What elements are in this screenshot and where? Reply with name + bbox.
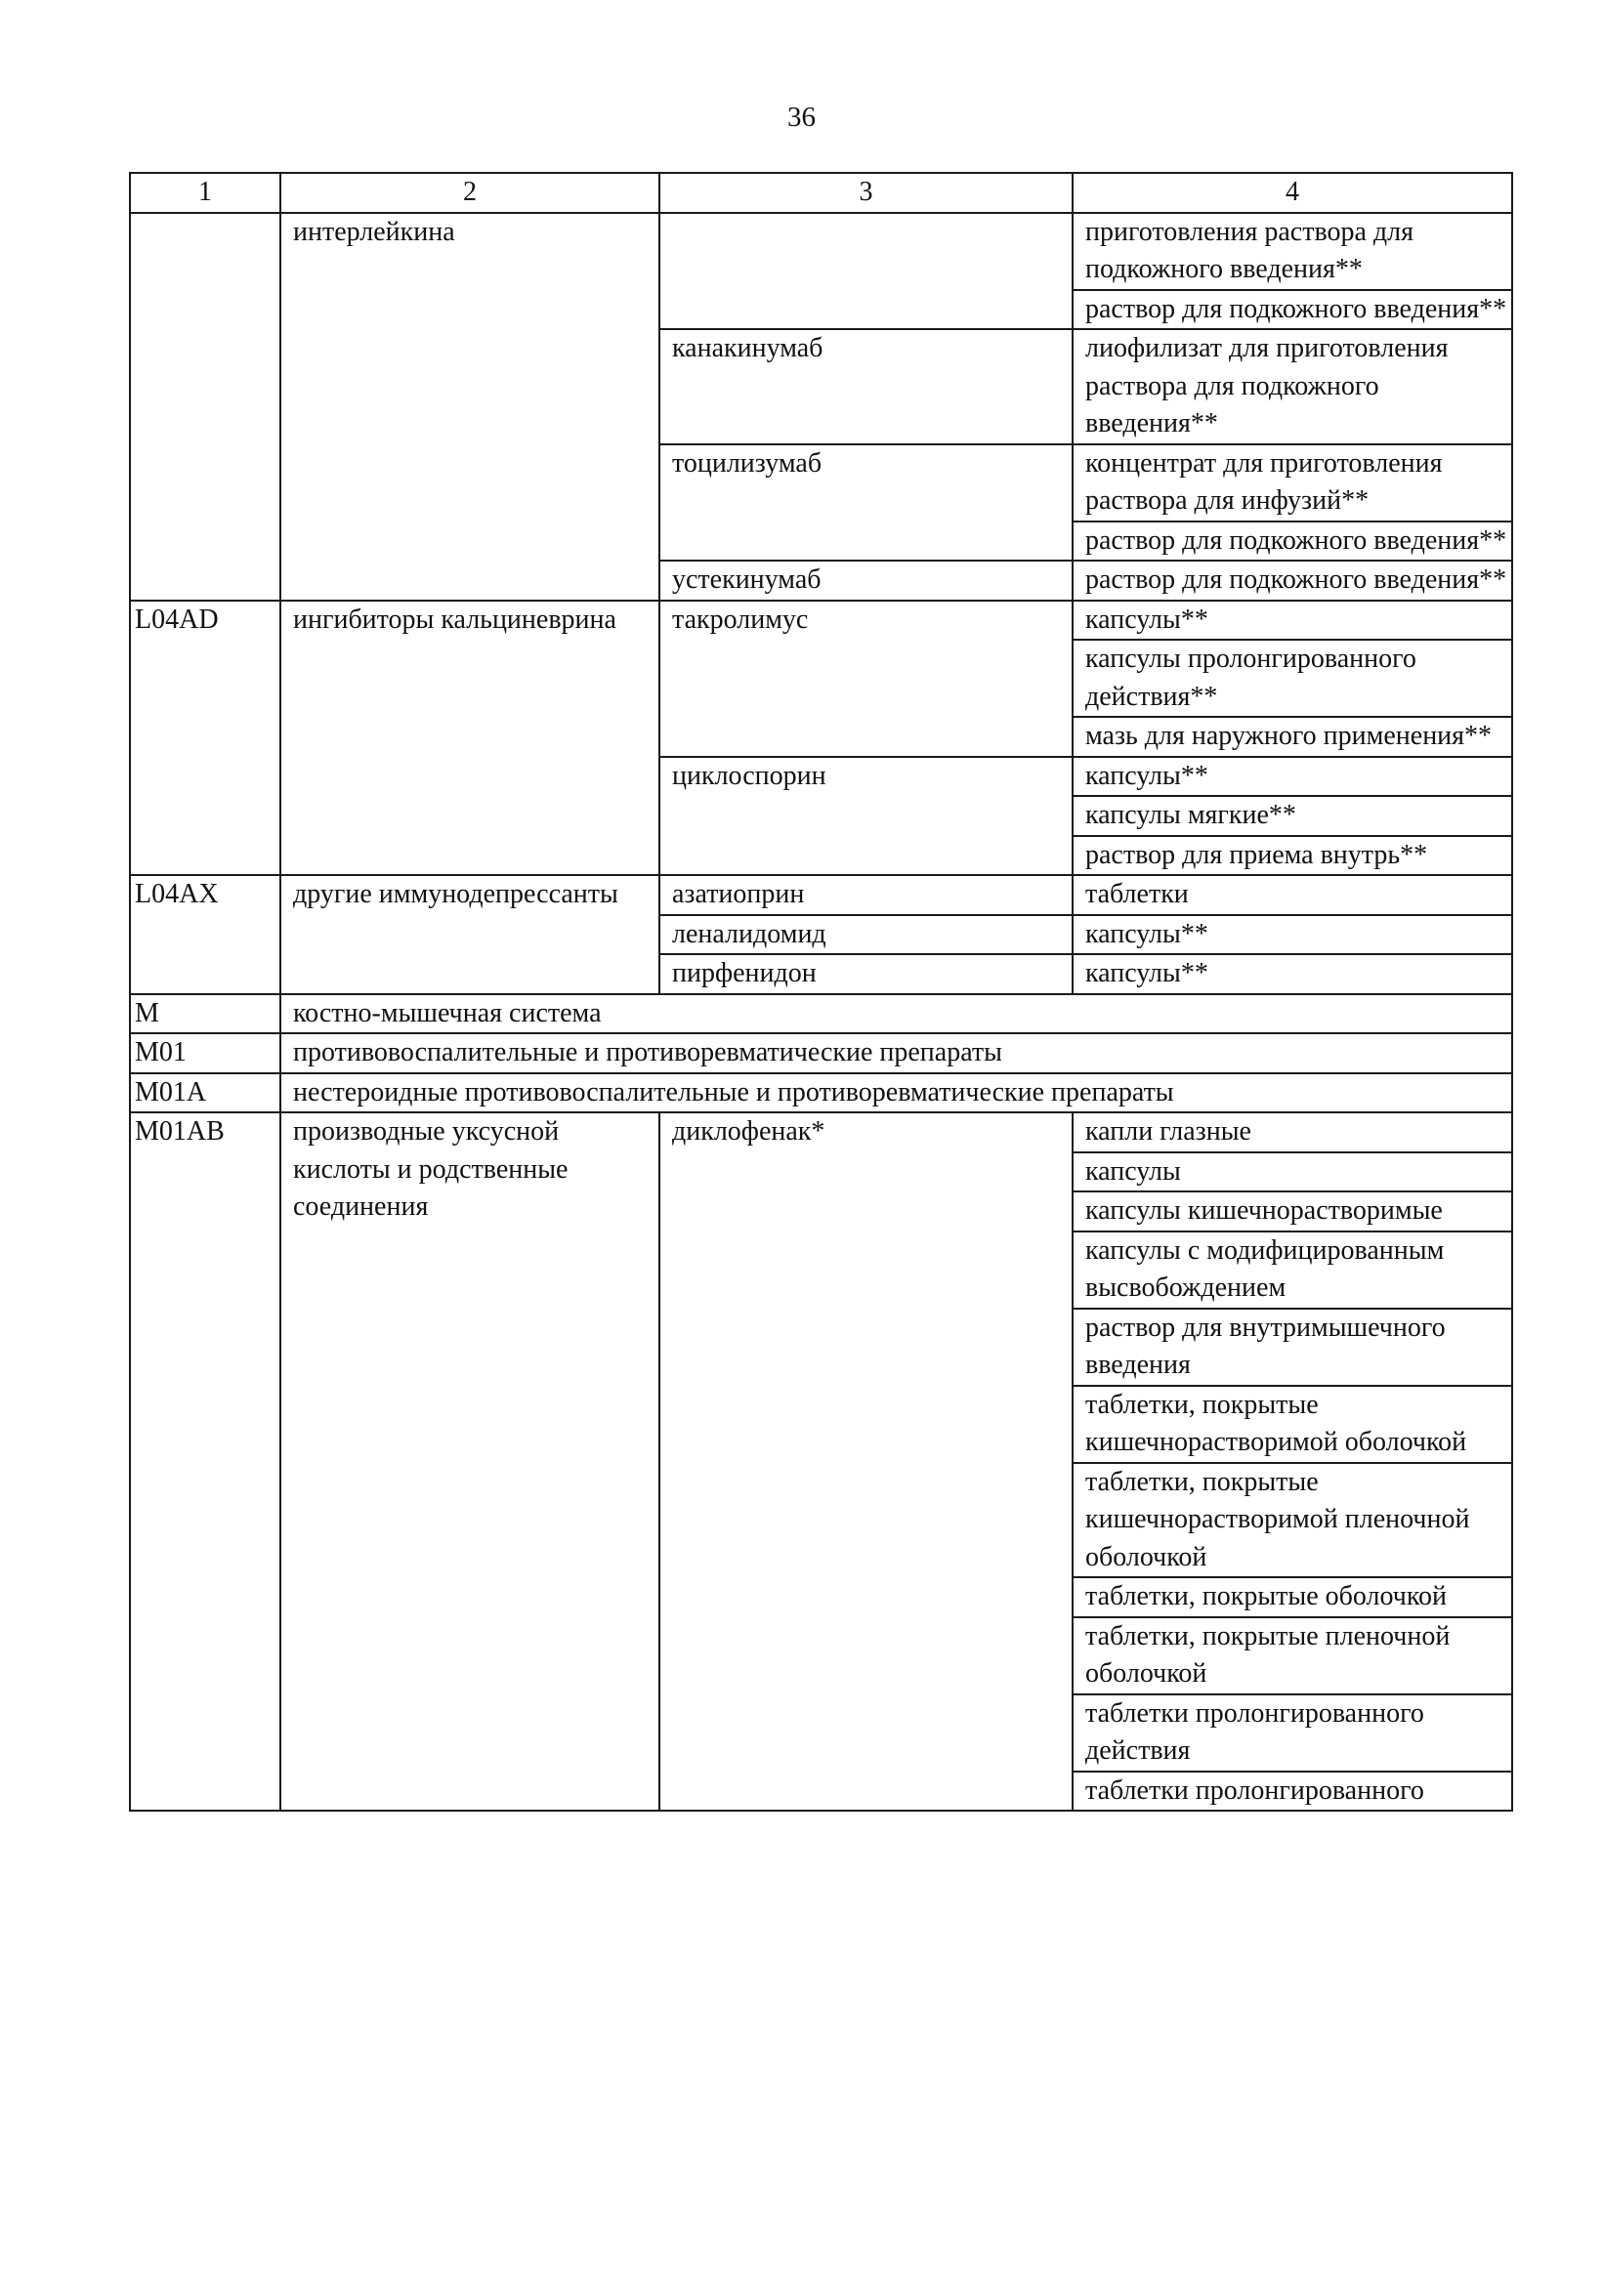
form-cell: таблетки пролонгированного	[1073, 1772, 1512, 1812]
drug-cell: диклофенак*	[659, 1112, 1073, 1811]
form-cell: раствор для подкожного введения**	[1073, 561, 1512, 601]
form-cell: концентрат для приготовления раствора для инфузий**	[1073, 444, 1512, 522]
form-cell: капсулы кишечнорастворимые	[1073, 1191, 1512, 1231]
form-cell: капсулы мягкие**	[1073, 796, 1512, 836]
form-cell: лиофилизат для приготовления раствора для подкожного введения**	[1073, 329, 1512, 444]
page-number: 36	[787, 102, 816, 133]
form-cell: капсулы с модифицированным высвобождением	[1073, 1231, 1512, 1309]
form-cell: капсулы пролонгированного действия**	[1073, 640, 1512, 717]
drug-cell: циклоспорин	[659, 757, 1073, 876]
form-cell: таблетки, покрытые пленочной оболочкой	[1073, 1617, 1512, 1694]
form-cell: капли глазные	[1073, 1112, 1512, 1152]
code-cell: L04AD	[130, 601, 280, 876]
drug-cell: азатиоприн	[659, 875, 1073, 915]
form-cell: приготовления раствора для подкожного введения**	[1073, 213, 1512, 290]
drug-cell: леналидомид	[659, 915, 1073, 955]
drug-cell: пирфенидон	[659, 954, 1073, 994]
section-row	[130, 994, 1512, 1034]
table-row	[130, 601, 1512, 641]
group-cell: другие иммунодепрессанты	[280, 875, 659, 994]
code-cell	[130, 213, 280, 601]
drug-cell: канакинумаб	[659, 329, 1073, 444]
form-cell: капсулы**	[1073, 601, 1512, 641]
form-cell: таблетки, покрытые кишечнорастворимой оболочкой	[1073, 1386, 1512, 1463]
column-header: 4	[1073, 173, 1512, 213]
table-header-row	[130, 173, 1512, 213]
form-cell: таблетки, покрытые оболочкой	[1073, 1577, 1512, 1617]
form-cell: раствор для приема внутрь**	[1073, 836, 1512, 876]
drug-cell: устекинумаб	[659, 561, 1073, 601]
form-cell: раствор для подкожного введения**	[1073, 290, 1512, 330]
section-row	[130, 1033, 1512, 1073]
code-cell: M	[130, 994, 280, 1034]
table-row	[130, 875, 1512, 915]
code-cell: M01	[130, 1033, 280, 1073]
form-cell: капсулы**	[1073, 954, 1512, 994]
group-cell: интерлейкина	[280, 213, 659, 601]
column-header: 2	[280, 173, 659, 213]
table-row	[130, 1112, 1512, 1152]
form-cell: раствор для внутримышечного введения	[1073, 1309, 1512, 1386]
form-cell: таблетки, покрытые кишечнорастворимой пленочной оболочкой	[1073, 1463, 1512, 1578]
code-cell: M01A	[130, 1073, 280, 1113]
form-cell: таблетки пролонгированного действия	[1073, 1694, 1512, 1772]
form-cell: капсулы**	[1073, 757, 1512, 797]
drug-cell: тоцилизумаб	[659, 444, 1073, 562]
form-cell: капсулы	[1073, 1152, 1512, 1192]
form-cell: капсулы**	[1073, 915, 1512, 955]
section-title-cell: костно-мышечная система	[280, 994, 1512, 1034]
section-title-cell: нестероидные противовоспалительные и противоревматические препараты	[280, 1073, 1512, 1113]
code-cell: L04AX	[130, 875, 280, 994]
drug-cell	[659, 213, 1073, 330]
drug-cell: такролимус	[659, 601, 1073, 757]
column-header: 1	[130, 173, 280, 213]
form-cell: мазь для наружного применения**	[1073, 717, 1512, 757]
drug-table	[129, 172, 1513, 1812]
column-header: 3	[659, 173, 1073, 213]
group-cell: производные уксусной кислоты и родственные соединения	[280, 1112, 659, 1811]
table-row	[130, 213, 1512, 290]
section-row	[130, 1073, 1512, 1113]
form-cell: таблетки	[1073, 875, 1512, 915]
form-cell: раствор для подкожного введения**	[1073, 522, 1512, 562]
code-cell: M01AB	[130, 1112, 280, 1811]
group-cell: ингибиторы кальциневрина	[280, 601, 659, 876]
section-title-cell: противовоспалительные и противоревматические препараты	[280, 1033, 1512, 1073]
